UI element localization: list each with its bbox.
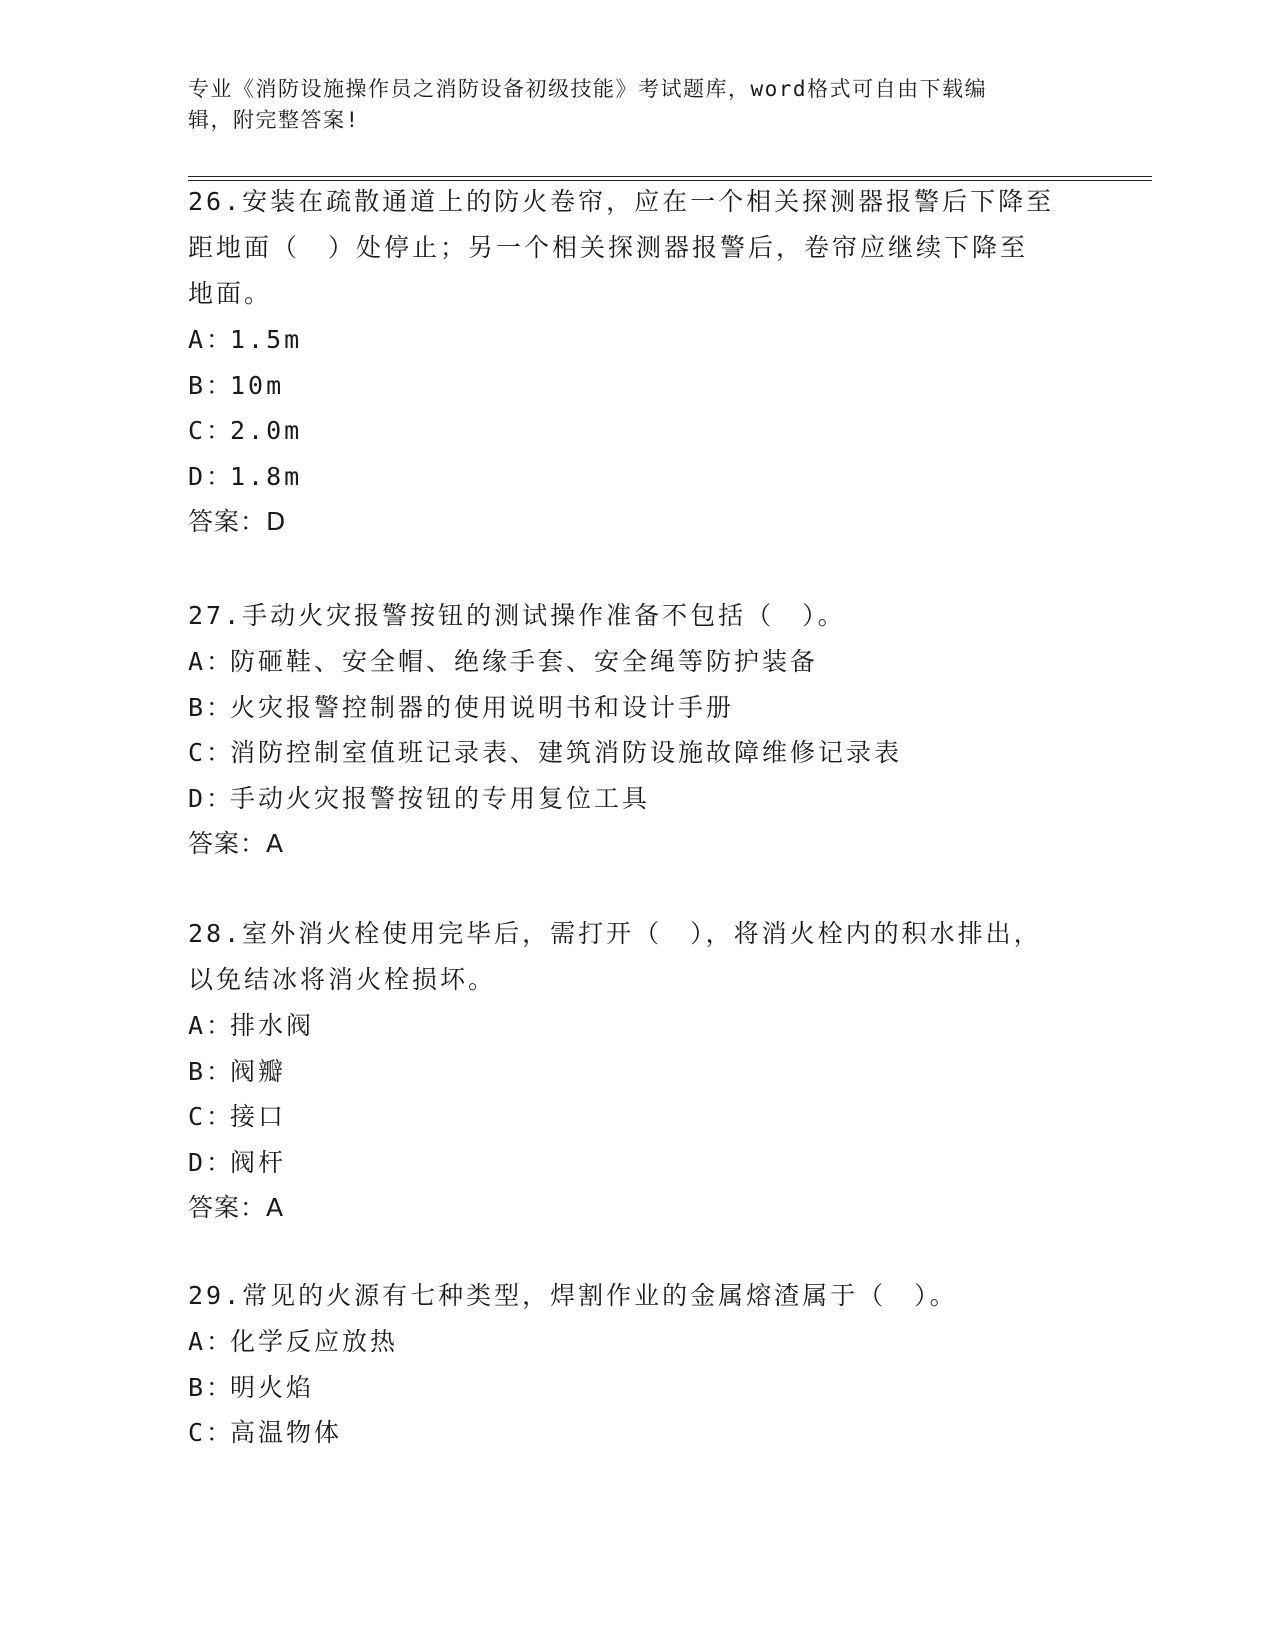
question-text-line: 29.常见的火源有七种类型，焊割作业的金属熔渣属于（ ）。	[188, 1281, 958, 1310]
answer-line: 答案：D	[188, 507, 287, 536]
question-text-line: 距地面（ ）处停止；另一个相关探测器报警后，卷帘应继续下降至	[188, 233, 1029, 262]
question-29	[188, 1273, 1088, 1456]
option-c: C：2.0m	[188, 416, 303, 445]
question-28	[188, 911, 1088, 1230]
header-line-1: 专业《消防设施操作员之消防设备初级技能》考试题库，word格式可自由下载编	[188, 77, 988, 101]
question-26	[188, 179, 1088, 544]
answer-line: 答案：A	[188, 829, 285, 858]
option-b: B：明火焰	[188, 1372, 315, 1402]
option-d: D：手动火灾报警按钮的专用复位工具	[188, 783, 651, 813]
question-text-line: 27.手动火灾报警按钮的测试操作准备不包括（ ）。	[188, 601, 846, 630]
question-text-line: 地面。	[188, 279, 273, 308]
option-c: C：高温物体	[188, 1418, 343, 1447]
question-text-line: 以免结冰将消火栓损坏。	[188, 965, 497, 994]
question-text-line: 26.安装在疏散通道上的防火卷帘，应在一个相关探测器报警后下降至	[188, 187, 1055, 216]
option-b: B：阀瓣	[188, 1056, 287, 1086]
document-header	[188, 74, 1088, 136]
option-a: A：防砸鞋、安全帽、绝缘手套、安全绳等防护装备	[188, 647, 819, 676]
option-b: B：火灾报警控制器的使用说明书和设计手册	[188, 692, 735, 722]
option-d: D：阀杆	[188, 1147, 287, 1177]
answer-line: 答案：A	[188, 1193, 285, 1222]
option-a: A：1.5m	[188, 325, 303, 354]
option-c: C：接口	[188, 1102, 287, 1131]
header-line-2: 辑，附完整答案!	[188, 108, 360, 132]
option-c: C：消防控制室值班记录表、建筑消防设施故障维修记录表	[188, 738, 903, 767]
option-a: A：化学反应放热	[188, 1327, 399, 1356]
option-b: B：10m	[188, 370, 285, 400]
question-text-line: 28.室外消火栓使用完毕后，需打开（ ），将消火栓内的积水排出，	[188, 919, 1042, 948]
question-27	[188, 593, 1088, 866]
option-a: A：排水阀	[188, 1011, 315, 1040]
option-d: D：1.8m	[188, 461, 303, 491]
